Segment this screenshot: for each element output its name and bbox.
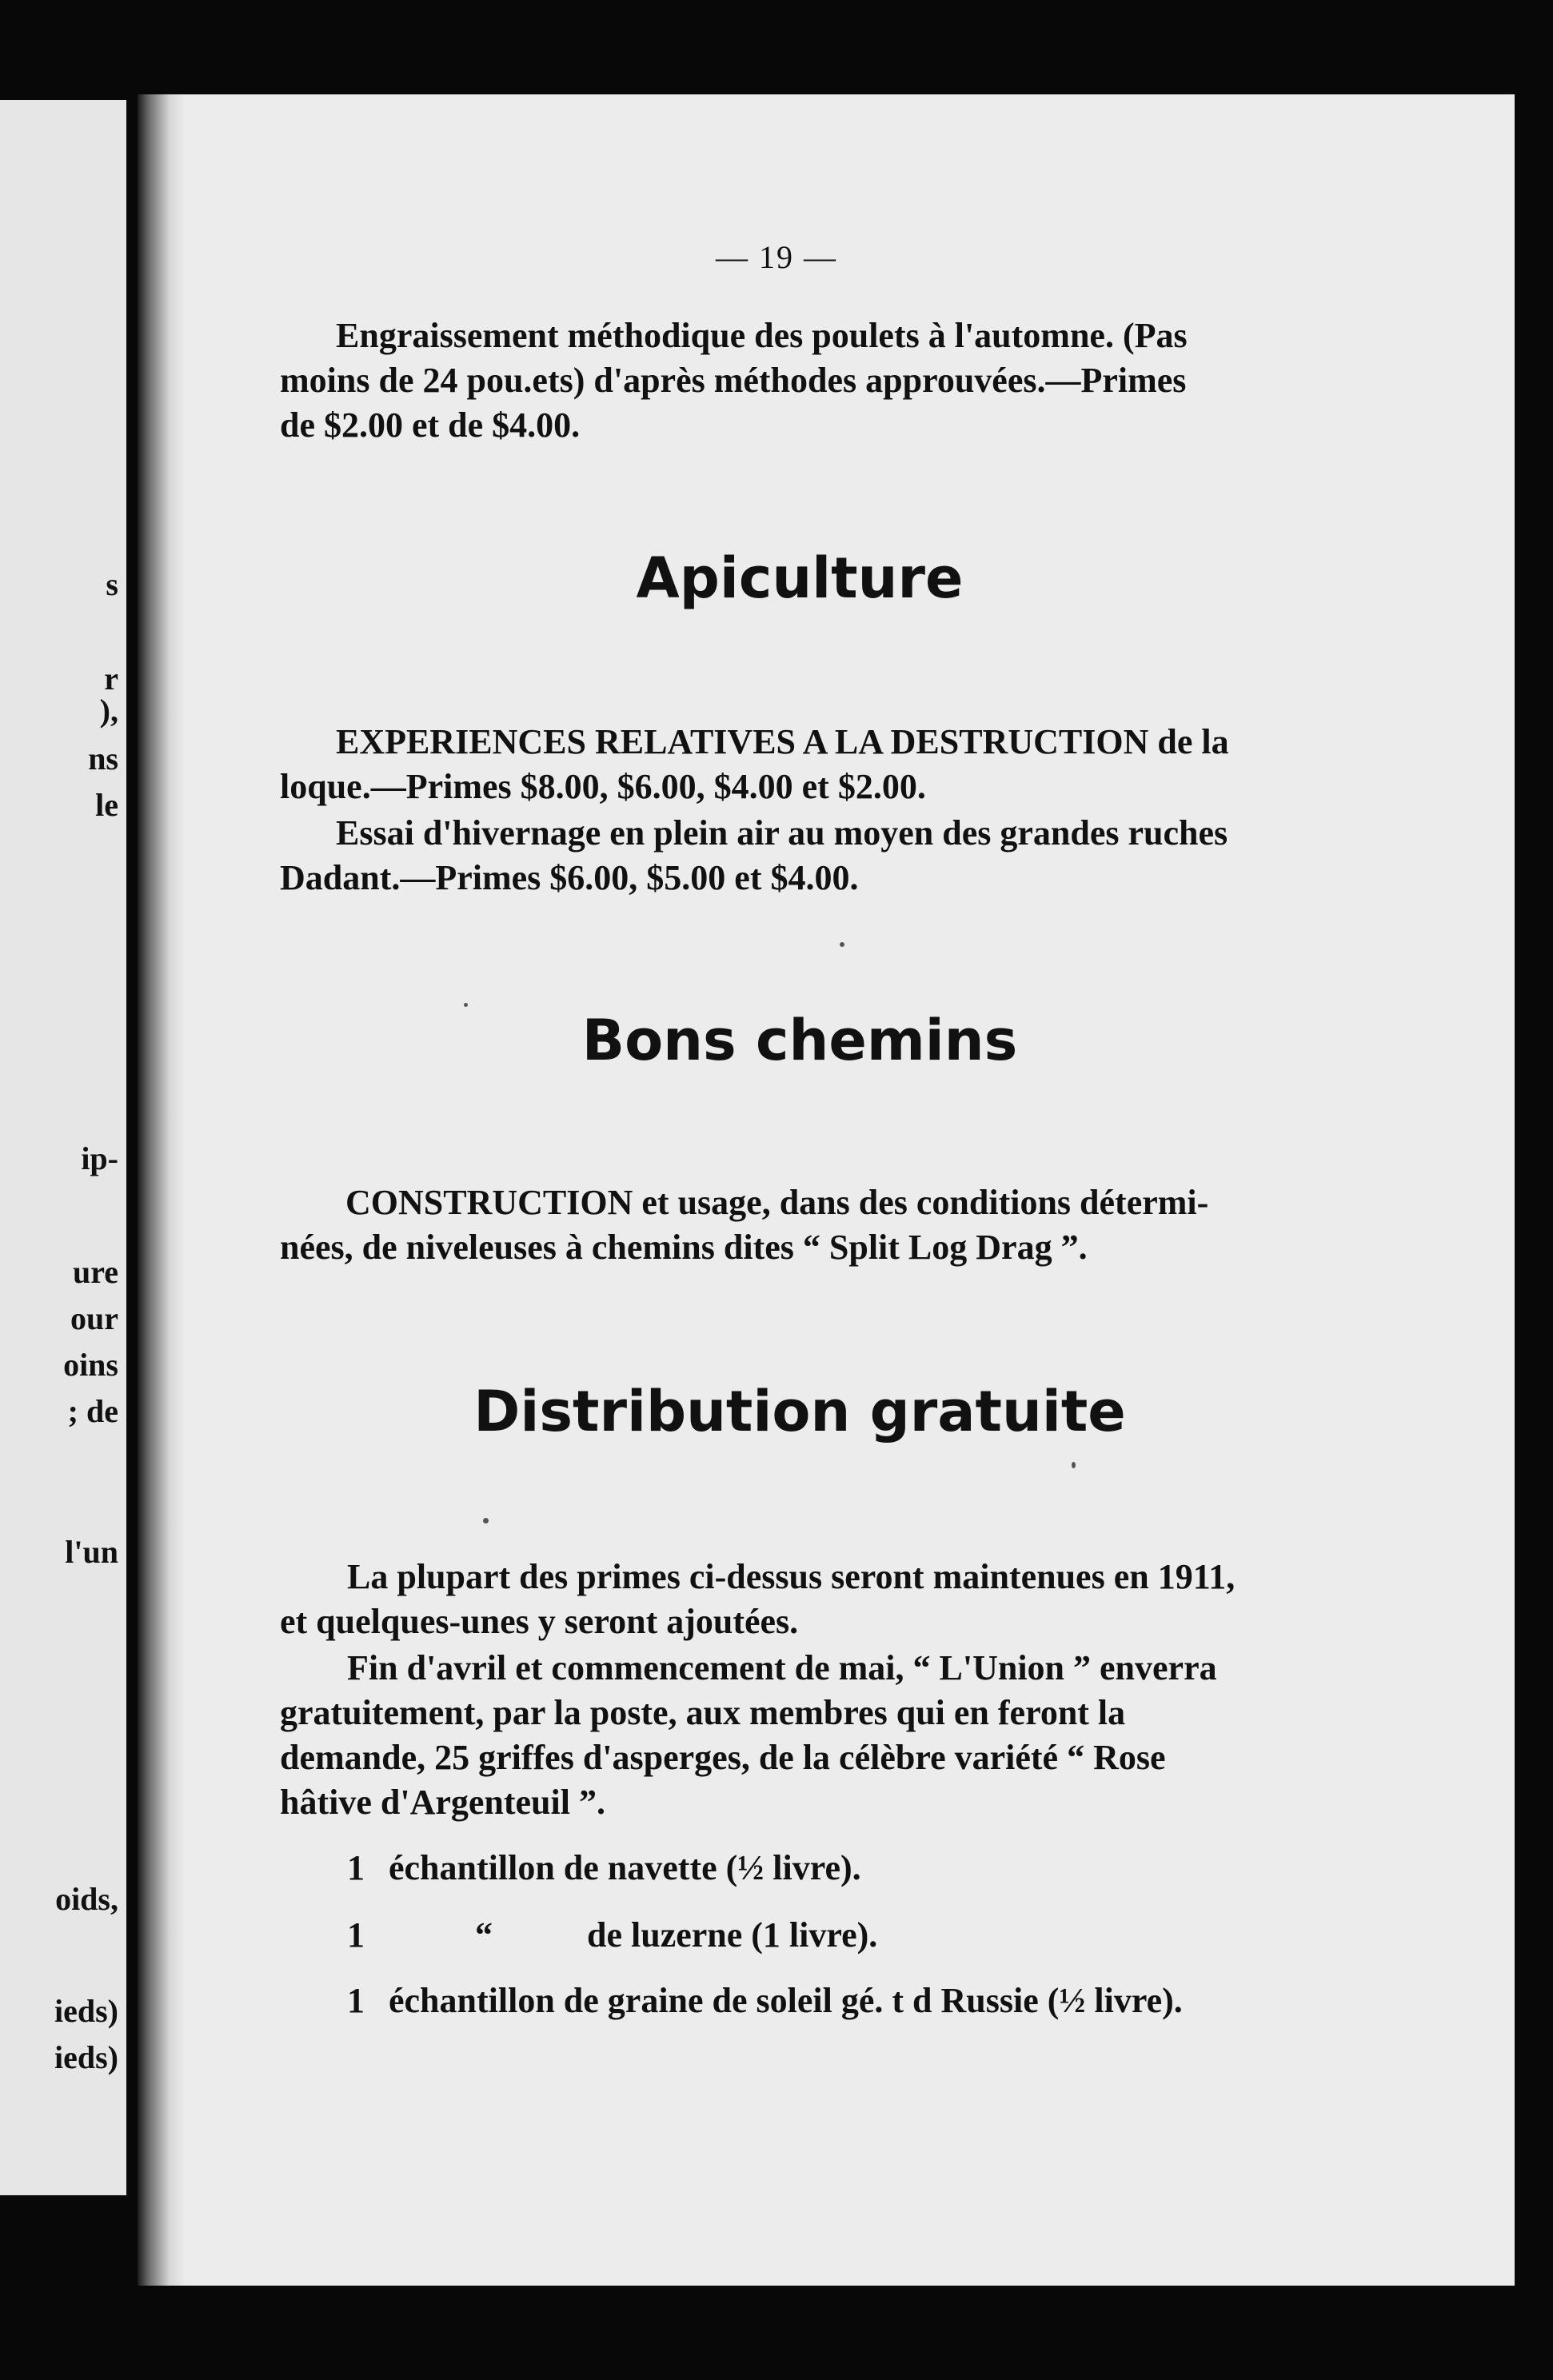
binding-gutter bbox=[138, 94, 186, 2286]
text-line: Engraissement méthodique des poulets à l'automne. (Pas bbox=[336, 316, 1188, 355]
prev-page-fragment: our bbox=[70, 1300, 118, 1336]
section-heading-distribution-gratuite: Distribution gratuite bbox=[473, 1379, 1126, 1444]
bons-chemins-paragraph bbox=[280, 1180, 1208, 1270]
prev-page-fragment: s bbox=[106, 566, 118, 602]
text-line: Essai d'hivernage en plein air au moyen des grandes ruches bbox=[336, 813, 1228, 853]
text-line: et quelques-unes y seront ajoutées. bbox=[280, 1602, 799, 1641]
text-line: EXPERIENCES RELATIVES A LA DESTRUCTION de la bbox=[336, 722, 1229, 761]
list-item bbox=[347, 1915, 877, 1955]
text-line: demande, 25 griffes d'asperges, de la célèbre variété “ Rose bbox=[280, 1738, 1166, 1777]
page-number: — 19 — bbox=[716, 239, 837, 275]
prev-page-fragment: r bbox=[104, 661, 118, 697]
prev-page-fragment: ), bbox=[99, 693, 118, 729]
list-item bbox=[347, 1980, 1183, 2021]
list-text: de luzerne (1 livre). bbox=[587, 1915, 878, 1955]
scan-speck bbox=[840, 942, 844, 947]
list-ditto: “ bbox=[475, 1915, 493, 1955]
scan-speck bbox=[483, 1518, 489, 1523]
prev-page-fragment: ure bbox=[72, 1254, 118, 1290]
prev-page-fragment: ip- bbox=[81, 1140, 118, 1176]
previous-page-edge bbox=[0, 100, 126, 2195]
text-line: gratuitement, par la poste, aux membres qui en feront la bbox=[280, 1693, 1126, 1732]
intro-paragraph bbox=[280, 313, 1188, 448]
section-heading-bons-chemins: Bons chemins bbox=[581, 1008, 1018, 1073]
list-qty: 1 bbox=[347, 1848, 365, 1887]
scan-speck bbox=[464, 1003, 468, 1007]
distribution-paragraph bbox=[280, 1646, 1217, 1825]
text-line: Dadant.—Primes $6.00, $5.00 et $4.00. bbox=[280, 858, 859, 897]
section-heading-apiculture: Apiculture bbox=[636, 545, 964, 611]
prev-page-fragment: oins bbox=[63, 1347, 118, 1383]
prev-page-fragment: oids, bbox=[55, 1881, 118, 1917]
text-line: La plupart des primes ci-dessus seront maintenues en 1911, bbox=[347, 1557, 1236, 1596]
list-qty: 1 bbox=[347, 1915, 365, 1955]
text-line: nées, de niveleuses à chemins dites “ Split Log Drag ”. bbox=[280, 1228, 1088, 1267]
prev-page-fragment: ieds) bbox=[54, 2039, 118, 2075]
prev-page-fragment: le bbox=[95, 787, 118, 823]
text-line: hâtive d'Argenteuil ”. bbox=[280, 1783, 605, 1822]
prev-page-fragment: ieds) bbox=[54, 1993, 118, 2029]
text-line: Fin d'avril et commencement de mai, “ L'Union ” enverra bbox=[347, 1648, 1217, 1687]
list-text: échantillon de navette (½ livre). bbox=[389, 1848, 861, 1887]
text-line: loque.—Primes $8.00, $6.00, $4.00 et $2.00. bbox=[280, 767, 926, 806]
prev-page-fragment: ns bbox=[88, 741, 118, 777]
prev-page-fragment: ; de bbox=[67, 1393, 118, 1429]
text-line: CONSTRUCTION et usage, dans des conditions détermi- bbox=[345, 1183, 1209, 1222]
apiculture-paragraph bbox=[280, 811, 1228, 900]
distribution-paragraph bbox=[280, 1555, 1235, 1644]
list-item bbox=[347, 1847, 861, 1888]
list-text: échantillon de graine de soleil gé. t d Russie (½ livre). bbox=[389, 1981, 1183, 2020]
apiculture-paragraph bbox=[280, 720, 1229, 809]
scan-speck bbox=[1072, 1462, 1076, 1468]
prev-page-fragment: l'un bbox=[65, 1534, 118, 1570]
text-line: de $2.00 et de $4.00. bbox=[280, 405, 581, 445]
text-line: moins de 24 pou.ets) d'après méthodes approuvées.—Primes bbox=[280, 361, 1187, 400]
list-qty: 1 bbox=[347, 1981, 365, 2020]
